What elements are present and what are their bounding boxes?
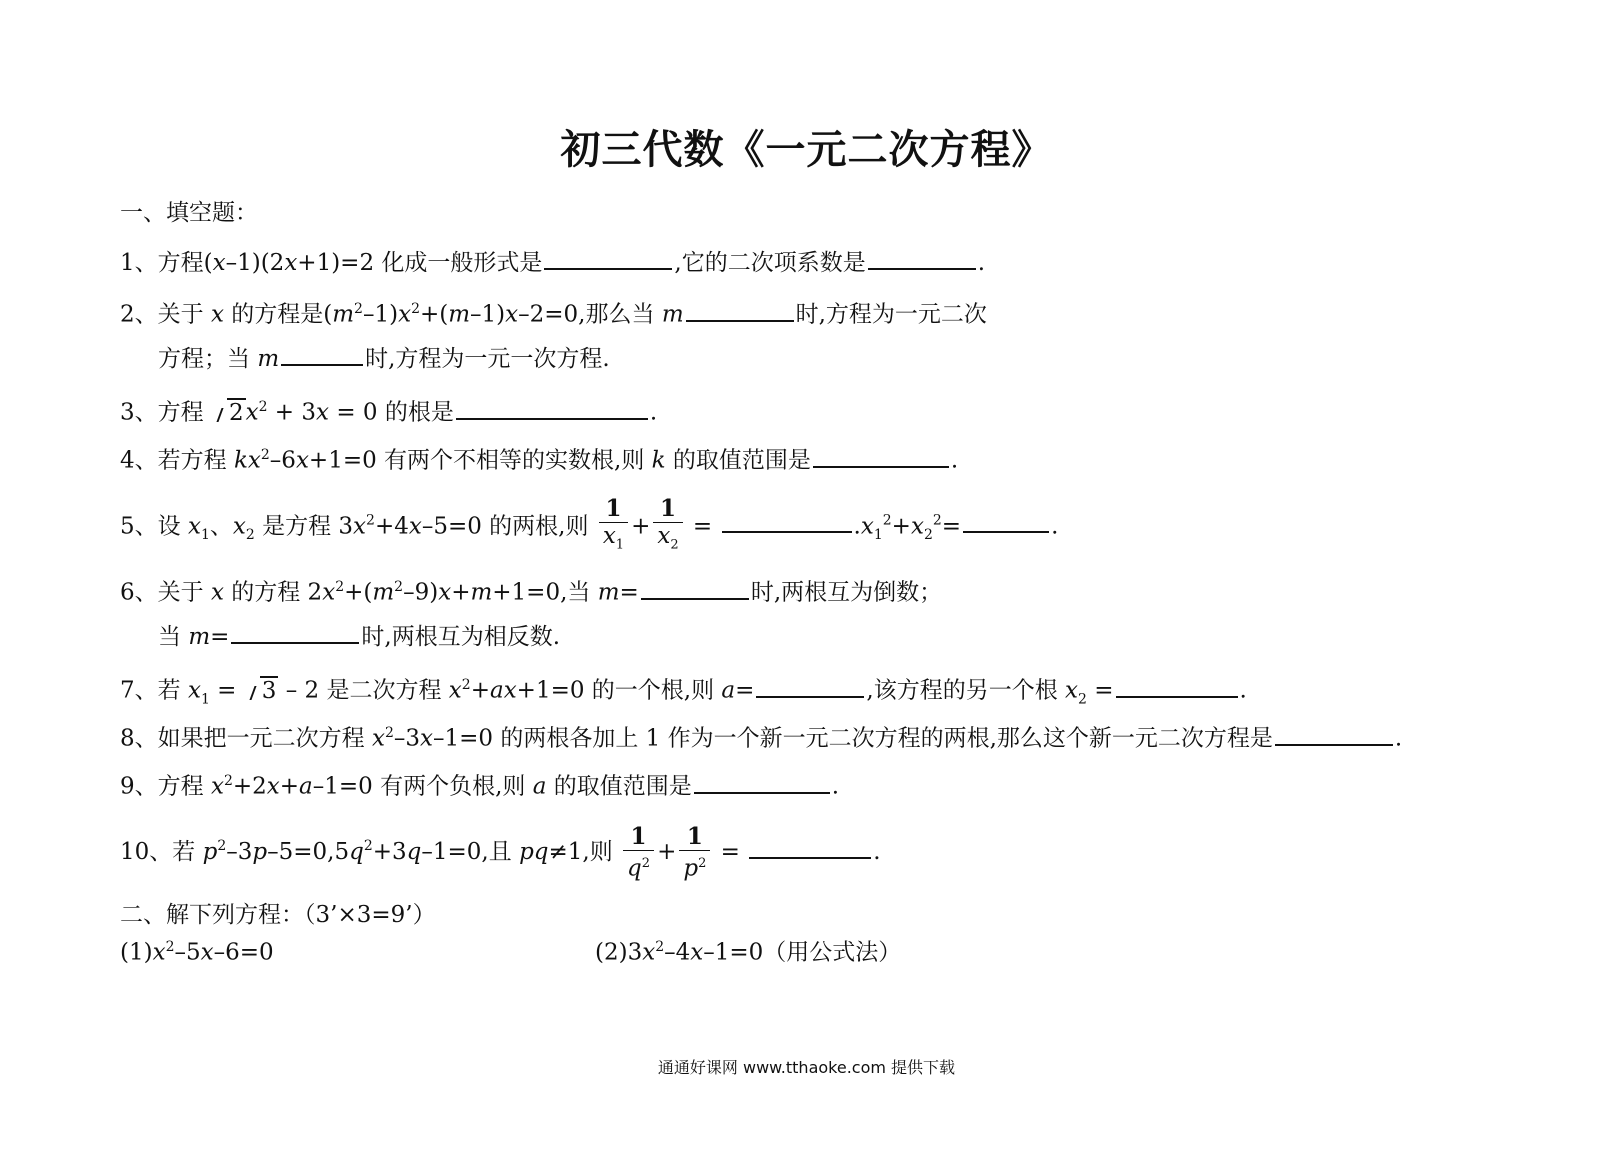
answer-blank[interactable] [963, 509, 1049, 533]
question-5: 5、设 $x_1$、$x_2$ 是方程 $3x^2+4x-5=0$ 的两根,则 $\frac{1}{x_1}$ + $\frac{1}{x_2}$ = $.x_1^2+x_2^2=$ . [120, 496, 1058, 559]
fraction: $\frac{1}{p^2}$ [679, 824, 710, 882]
question-6-continued: 当 m= 时,两根互为相反数. [158, 620, 560, 652]
page-title: 初三代数《一元二次方程》 [560, 127, 1053, 173]
question-1: 1、方程(x–1)(2x+1)=2 化成一般形式是 ,它的二次项系数是 . [120, 246, 985, 278]
answer-blank[interactable] [722, 509, 852, 533]
fraction: $\frac{1}{q^2}$ [623, 824, 654, 882]
answer-blank[interactable] [1116, 674, 1238, 698]
problem-1: $(1)x^2-5x-6=0$ [120, 939, 274, 966]
answer-blank[interactable] [544, 246, 672, 270]
answer-blank[interactable] [694, 770, 830, 794]
answer-blank[interactable] [1275, 722, 1393, 746]
answer-blank[interactable] [231, 620, 359, 644]
section-2-heading: 二、解下列方程：（3’×3=9’） [120, 902, 436, 928]
answer-blank[interactable] [756, 674, 864, 698]
sqrt-symbol: 3 [246, 676, 279, 706]
answer-blank[interactable] [749, 835, 871, 859]
answer-blank[interactable] [456, 396, 648, 420]
answer-blank[interactable] [281, 342, 363, 366]
answer-blank[interactable] [641, 576, 749, 600]
question-9: 9、方程 $x^2+2x+a-1=0$ 有两个负根,则 a 的取值范围是 . [120, 766, 839, 802]
sqrt-symbol: 2 [213, 398, 246, 428]
footer-text: 通通好课网 www.tthaoke.com 提供下载 [657, 1058, 956, 1077]
question-10: 10、若 $p^2-3p-5=0,5q^2+3q-1=0$,且 pq≠1,则 $\frac{1}{q^2}$ + $\frac{1}{p^2}$ = . [120, 823, 881, 882]
question-3: 3、方程 $2x^2 + 3x = 0$ 的根是 . [120, 392, 657, 428]
question-2-continued: 方程；当 m 时,方程为一元一次方程. [158, 342, 610, 374]
question-2: 2、关于 x 的方程是$(m^2-1)x^2+(m-1)x-2=0$,那么当 m 时,方程为一元二次 [120, 294, 987, 330]
question-4: 4、若方程 $kx^2-6x+1=0$ 有两个不相等的实数根,则 k 的取值范围是 . [120, 440, 958, 476]
fraction: $\frac{1}{x_2}$ [653, 496, 682, 559]
question-6: 6、关于 x 的方程 $2x^2+(m^2-9)x+m+1=0$,当 m= 时,两根互为倒数； [120, 572, 942, 608]
fraction: $\frac{1}{x_1}$ [599, 496, 628, 559]
answer-blank[interactable] [868, 246, 976, 270]
question-7: 7、若 $x_1 = 3 - 2$ 是二次方程 $x^2+ax+1=0$ 的一个根,则 a= ,该方程的另一个根 $x_2$ = . [120, 670, 1247, 714]
section-1-heading: 一、填空题： [120, 200, 258, 226]
problem-2: $(2)3x^2-4x-1=0$（用公式法） [595, 939, 902, 966]
question-8: 8、如果把一元二次方程 $x^2-3x-1=0$ 的两根各加上 1 作为一个新一元二次方程的两根,那么这个新一元二次方程是 . [120, 718, 1402, 754]
answer-blank[interactable] [686, 298, 794, 322]
answer-blank[interactable] [813, 444, 949, 468]
